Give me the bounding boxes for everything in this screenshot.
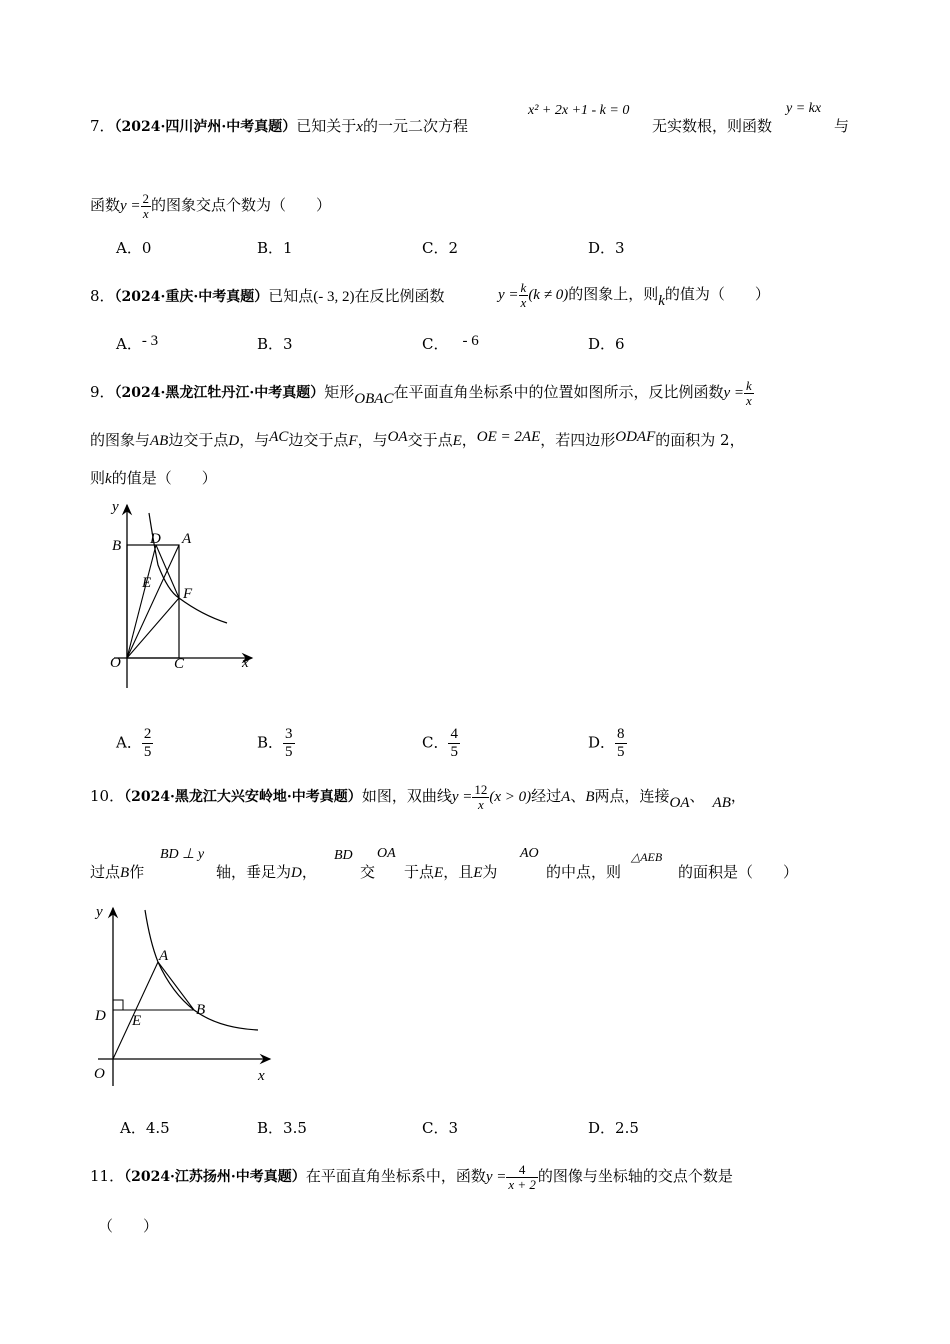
q9-text: ，与 xyxy=(357,431,388,449)
option-label: A． xyxy=(120,1119,146,1137)
frac-den: 5 xyxy=(617,744,625,760)
q10-pt-b: B xyxy=(120,865,130,881)
q10-label-o: O xyxy=(94,1066,105,1082)
q7-equation: x² + 2x +1 - k = 0 xyxy=(528,103,630,118)
option-label: B． xyxy=(257,733,284,752)
q9-option-b[interactable] xyxy=(257,726,295,761)
option-fraction xyxy=(283,726,295,761)
frac-num: 2 xyxy=(142,190,150,206)
q7-text: 的一元二次方程 xyxy=(362,117,468,135)
q9-func-fraction xyxy=(744,379,754,408)
option-label: D． xyxy=(588,1119,616,1137)
q10-pt-d: D xyxy=(291,865,302,881)
option-value: 3.5 xyxy=(283,1119,307,1137)
q7-option-b[interactable] xyxy=(257,238,293,258)
q8-option-b[interactable] xyxy=(257,334,293,354)
q8-source: （2024·重庆·中考真题） xyxy=(114,289,269,305)
q8-number: 8． xyxy=(90,287,115,305)
q10-text: ， xyxy=(730,787,746,805)
q10-pt-a: A xyxy=(561,789,571,805)
q8-point: (- 3, 2) xyxy=(313,289,355,305)
q7-func1: y = kx xyxy=(786,101,822,116)
q9-text: 边交于点 xyxy=(288,431,349,449)
q11-number: 11． xyxy=(90,1167,125,1185)
frac-num: k xyxy=(520,279,527,295)
option-value: 4.5 xyxy=(145,1119,170,1137)
q10-func-cond: (x > 0) xyxy=(489,789,532,805)
q7-source: （2024·四川泸州·中考真题） xyxy=(114,119,297,135)
q7-line-1 xyxy=(90,116,468,137)
frac-den: 5 xyxy=(450,744,458,760)
q10-pt-b: B xyxy=(585,789,595,805)
q10-text: 、 xyxy=(570,787,586,805)
q10-right-angle xyxy=(113,1000,123,1010)
q11-line-2: （ ） xyxy=(98,1217,159,1235)
q9-text: 的图象与 xyxy=(90,431,151,449)
frac-den: x xyxy=(472,797,489,812)
q9-label-y: y xyxy=(112,499,119,515)
q10-text: ，且 xyxy=(443,863,474,881)
q9-text: ，与 xyxy=(239,431,270,449)
option-label: C． xyxy=(422,733,449,752)
option-label: C． xyxy=(422,335,449,353)
q8-text: 已知点 xyxy=(268,287,314,305)
q9-source: （2024·黑龙江牡丹江·中考真题） xyxy=(114,385,325,401)
q11-func-fraction xyxy=(506,1163,538,1192)
q9-rect: OBAC xyxy=(354,391,394,407)
q9-pt-f: F xyxy=(348,433,358,449)
q10-seg-ab: AB xyxy=(712,795,731,811)
frac-den: x xyxy=(141,206,152,221)
q7-text: 已知关于 xyxy=(296,117,357,135)
q10-option-d[interactable] xyxy=(588,1118,639,1138)
q7-option-a[interactable] xyxy=(116,238,151,258)
q9-label-o: O xyxy=(110,655,121,671)
frac-den: 5 xyxy=(143,744,152,760)
q7-text-c: 无实数根，则函数 xyxy=(652,117,773,135)
q10-pt-e: E xyxy=(473,865,483,881)
option-value: 3 xyxy=(283,335,293,353)
option-label: A． xyxy=(116,733,142,752)
option-label: B． xyxy=(257,239,284,257)
option-value: 3 xyxy=(615,239,625,257)
frac-num: 3 xyxy=(285,726,293,742)
frac-den: 5 xyxy=(285,744,293,760)
q8-text: 在反比例函数 xyxy=(354,287,445,305)
frac-den: x + 2 xyxy=(508,1176,536,1192)
option-fraction xyxy=(142,726,154,761)
q10-tri: △AEB xyxy=(631,850,663,864)
q10-text: 为 xyxy=(482,863,498,881)
q9-label-a: A xyxy=(182,531,192,547)
q8-text: 的图象上，则 xyxy=(568,285,659,303)
q10-line-2 xyxy=(90,862,144,883)
option-label: C． xyxy=(422,239,449,257)
q9-label-b: B xyxy=(112,538,122,554)
q9-text: 矩形 xyxy=(324,383,355,401)
q10-func-lhs: y = xyxy=(451,789,473,805)
q9-seg-oa xyxy=(127,545,179,658)
q10-option-c[interactable] xyxy=(422,1118,458,1138)
q10-line-1 xyxy=(90,776,746,817)
q9-label-e: E xyxy=(142,575,152,591)
frac-num: 4 xyxy=(518,1161,526,1177)
frac-den: x xyxy=(520,294,527,310)
q10-text: 、 xyxy=(689,787,705,805)
q10-text: 经过 xyxy=(531,787,562,805)
q10-figure xyxy=(88,898,278,1088)
option-label: B． xyxy=(257,1119,284,1137)
q9-text: 交于点 xyxy=(407,431,453,449)
q9-line-3 xyxy=(90,468,217,489)
q11-line-1 xyxy=(90,1156,733,1197)
q7-var-x: x xyxy=(356,119,363,135)
q10-seg-oa2: OA xyxy=(377,846,396,861)
q9-line-2 xyxy=(90,430,745,451)
q9-func-lhs: y = xyxy=(723,385,744,401)
q8-func xyxy=(498,274,770,315)
q7-func2-fraction xyxy=(141,192,152,221)
frac-num: k xyxy=(746,377,752,393)
option-fraction xyxy=(615,726,627,761)
q8-option-c[interactable] xyxy=(422,333,479,355)
q9-pt-e: E xyxy=(452,433,462,449)
q10-text-jiao: 交 xyxy=(360,863,376,881)
q9-option-d[interactable] xyxy=(588,726,627,761)
q10-line-2c xyxy=(404,862,497,883)
q9-hyperbola xyxy=(149,513,227,623)
option-label: D． xyxy=(588,239,616,257)
q10-text-end: 的面积是（ ） xyxy=(678,863,799,881)
q7-number: 7． xyxy=(90,117,115,135)
q9-eq: OE = 2AE xyxy=(476,429,541,445)
q9-text: 的值是（ ） xyxy=(111,469,217,487)
q8-line-1 xyxy=(90,286,445,307)
option-value: 2.5 xyxy=(615,1119,639,1137)
q10-label-y: y xyxy=(96,904,103,920)
q9-text: 则 xyxy=(90,469,106,487)
q9-seg-ac: AC xyxy=(269,429,289,445)
q9-text: ， xyxy=(461,431,477,449)
q10-option-b[interactable] xyxy=(257,1118,307,1138)
q9-option-a[interactable] xyxy=(116,726,153,761)
q9-label-f: F xyxy=(183,586,193,602)
q10-label-e: E xyxy=(132,1013,142,1029)
q9-option-c[interactable] xyxy=(422,726,460,761)
q10-option-a[interactable] xyxy=(120,1118,170,1138)
q10-seg-bd: BD xyxy=(334,848,353,863)
q10-source: （2024·黑龙江大兴安岭地·中考真题） xyxy=(124,789,362,805)
q7-text: 的图象交点个数为（ ） xyxy=(151,196,332,214)
q9-text: 在平面直角坐标系中的位置如图所示，反比例函数 xyxy=(393,383,724,401)
q9-text: 边交于点 xyxy=(168,431,229,449)
option-value: 6 xyxy=(615,335,625,353)
q10-label-x: x xyxy=(258,1068,265,1084)
option-label: A． xyxy=(116,335,142,353)
q9-seg-ab: AB xyxy=(150,433,169,449)
option-value: 1 xyxy=(283,239,293,257)
q7-text-d: 与 xyxy=(834,117,850,135)
q9-var-k: k xyxy=(105,471,112,487)
option-label: D． xyxy=(588,733,616,752)
q10-number: 10． xyxy=(90,787,125,805)
q11-text: 在平面直角坐标系中，函数 xyxy=(305,1167,486,1185)
option-value: - 6 xyxy=(462,333,479,349)
q7-line-2 xyxy=(90,190,331,221)
q10-text: 作 xyxy=(129,863,145,881)
q10-seg-ab xyxy=(158,962,194,1010)
q11-text: 的图像与坐标轴的交点个数是 xyxy=(537,1167,733,1185)
q7-option-d[interactable] xyxy=(588,238,625,258)
q9-text: ，若四边形 xyxy=(540,431,616,449)
q10-seg-oa: OA xyxy=(669,795,690,811)
q8-option-a[interactable] xyxy=(116,334,158,355)
q10-pt-e: E xyxy=(434,865,444,881)
option-value: 0 xyxy=(141,239,152,257)
option-label: C． xyxy=(422,1119,449,1137)
option-label: A． xyxy=(116,239,142,257)
option-label: D． xyxy=(588,335,616,353)
q8-var-k: k xyxy=(658,293,665,309)
q10-line-2b xyxy=(216,862,317,883)
q8-func-lhs: y = xyxy=(498,287,519,303)
q9-figure xyxy=(92,493,262,698)
option-label: B． xyxy=(257,335,284,353)
q7-func2-lhs: y = xyxy=(120,198,141,214)
q9-label-d: D xyxy=(150,531,161,547)
q9-text: 的面积为 2， xyxy=(655,431,745,449)
option-value: - 3 xyxy=(141,333,159,349)
q9-pt-d: D xyxy=(228,433,240,449)
q8-option-d[interactable] xyxy=(588,334,625,354)
q10-perp: BD ⊥ y xyxy=(160,847,205,862)
q10-text: 过点 xyxy=(90,863,121,881)
q11-func-lhs: y = xyxy=(485,1169,507,1185)
option-fraction xyxy=(448,726,460,761)
frac-num: 4 xyxy=(450,726,458,742)
q10-text: 如图，双曲线 xyxy=(361,787,452,805)
q8-text: 的值为（ ） xyxy=(664,285,770,303)
q7-text: 函数 xyxy=(90,196,121,214)
q10-text: 于点 xyxy=(404,863,435,881)
q11-source: （2024·江苏扬州·中考真题） xyxy=(124,1169,306,1185)
q9-label-x: x xyxy=(242,655,249,671)
q8-func-fraction xyxy=(519,281,529,310)
q9-quad: ODAF xyxy=(615,429,656,445)
q9-seg-oa: OA xyxy=(387,429,408,445)
frac-num: 8 xyxy=(617,726,625,742)
q10-text: 轴，垂足为 xyxy=(216,863,292,881)
q10-label-d: D xyxy=(95,1008,106,1024)
q8-func-cond: (k ≠ 0) xyxy=(528,287,569,303)
q10-label-b: B xyxy=(196,1002,206,1018)
q10-seg-ao: AO xyxy=(520,846,539,861)
q10-text: ， xyxy=(301,863,317,881)
option-value: 3 xyxy=(448,1119,459,1137)
q10-label-a: A xyxy=(159,948,169,964)
q9-line-1 xyxy=(90,372,754,413)
frac-den: x xyxy=(746,392,752,408)
q7-option-c[interactable] xyxy=(422,238,458,258)
q9-label-c: C xyxy=(174,656,185,672)
frac-num: 2 xyxy=(143,726,152,742)
q10-func-fraction xyxy=(472,783,489,812)
q10-text-mid: 的中点，则 xyxy=(546,863,622,881)
frac-num: 12 xyxy=(474,781,488,797)
q10-text: 两点，连接 xyxy=(594,787,670,805)
option-value: 2 xyxy=(448,239,459,257)
q9-number: 9． xyxy=(90,383,115,401)
